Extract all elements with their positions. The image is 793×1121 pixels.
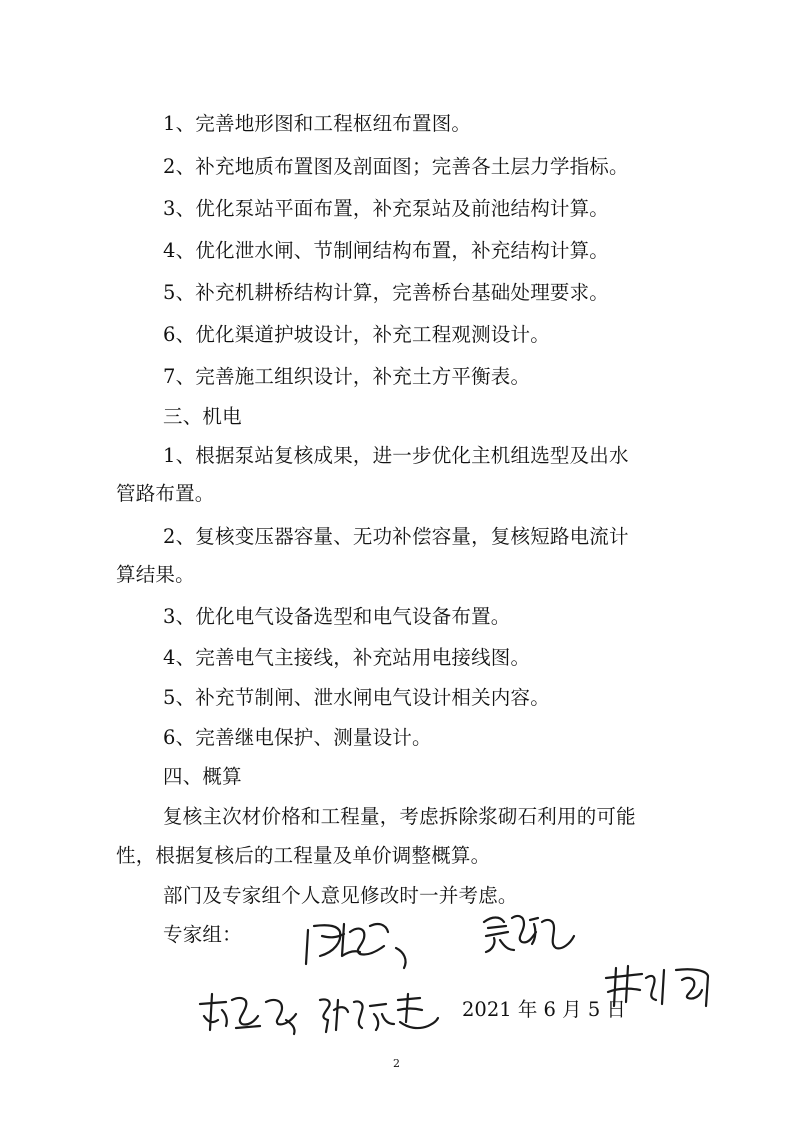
signature-5 [314, 992, 442, 1038]
text-line: 1、完善地形图和工程枢纽布置图。 [163, 112, 472, 135]
text-line: 2、复核变压器容量、无功补偿容量，复核短路电流计 [163, 525, 629, 548]
text-line: 3、优化电气设备选型和电气设备布置。 [163, 605, 511, 628]
text-line: 5、补充机耕桥结构计算，完善桥台基础处理要求。 [163, 281, 610, 304]
text-line: 4、完善电气主接线，补充站用电接线图。 [163, 646, 531, 669]
section-heading: 三、机电 [163, 405, 242, 428]
signature-2 [478, 908, 578, 960]
date: 2021 年 6 月 5 日 [462, 998, 626, 1021]
page-number: 2 [393, 1057, 400, 1070]
signature-1 [300, 912, 415, 974]
text-line: 2、补充地质布置图及剖面图；完善各土层力学指标。 [163, 155, 629, 178]
text-line: 7、完善施工组织设计，补充土方平衡表。 [163, 365, 531, 388]
section-heading: 四、概算 [163, 765, 242, 788]
text-line: 5、补充节制闸、泄水闸电气设计相关内容。 [163, 686, 550, 709]
text-line: 管路布置。 [116, 482, 215, 505]
text-line: 4、优化泄水闸、节制闸结构布置，补充结构计算。 [163, 239, 610, 262]
text-line: 6、优化渠道护坡设计，补充工程观测设计。 [163, 323, 550, 346]
text-line: 1、根据泵站复核成果，进一步优化主机组选型及出水 [163, 444, 629, 467]
text-line: 6、完善继电保护、测量设计。 [163, 726, 432, 749]
text-line: 复核主次材价格和工程量，考虑拆除浆砌石利用的可能 [163, 805, 636, 828]
signature-4 [196, 990, 306, 1036]
text-line: 性，根据复核后的工程量及单价调整概算。 [116, 844, 491, 867]
text-line: 部门及专家组个人意见修改时一并考虑。 [163, 884, 518, 907]
experts-label: 专家组： [163, 923, 242, 946]
text-line: 3、优化泵站平面布置，补充泵站及前池结构计算。 [163, 197, 610, 220]
text-line: 算结果。 [116, 563, 195, 586]
